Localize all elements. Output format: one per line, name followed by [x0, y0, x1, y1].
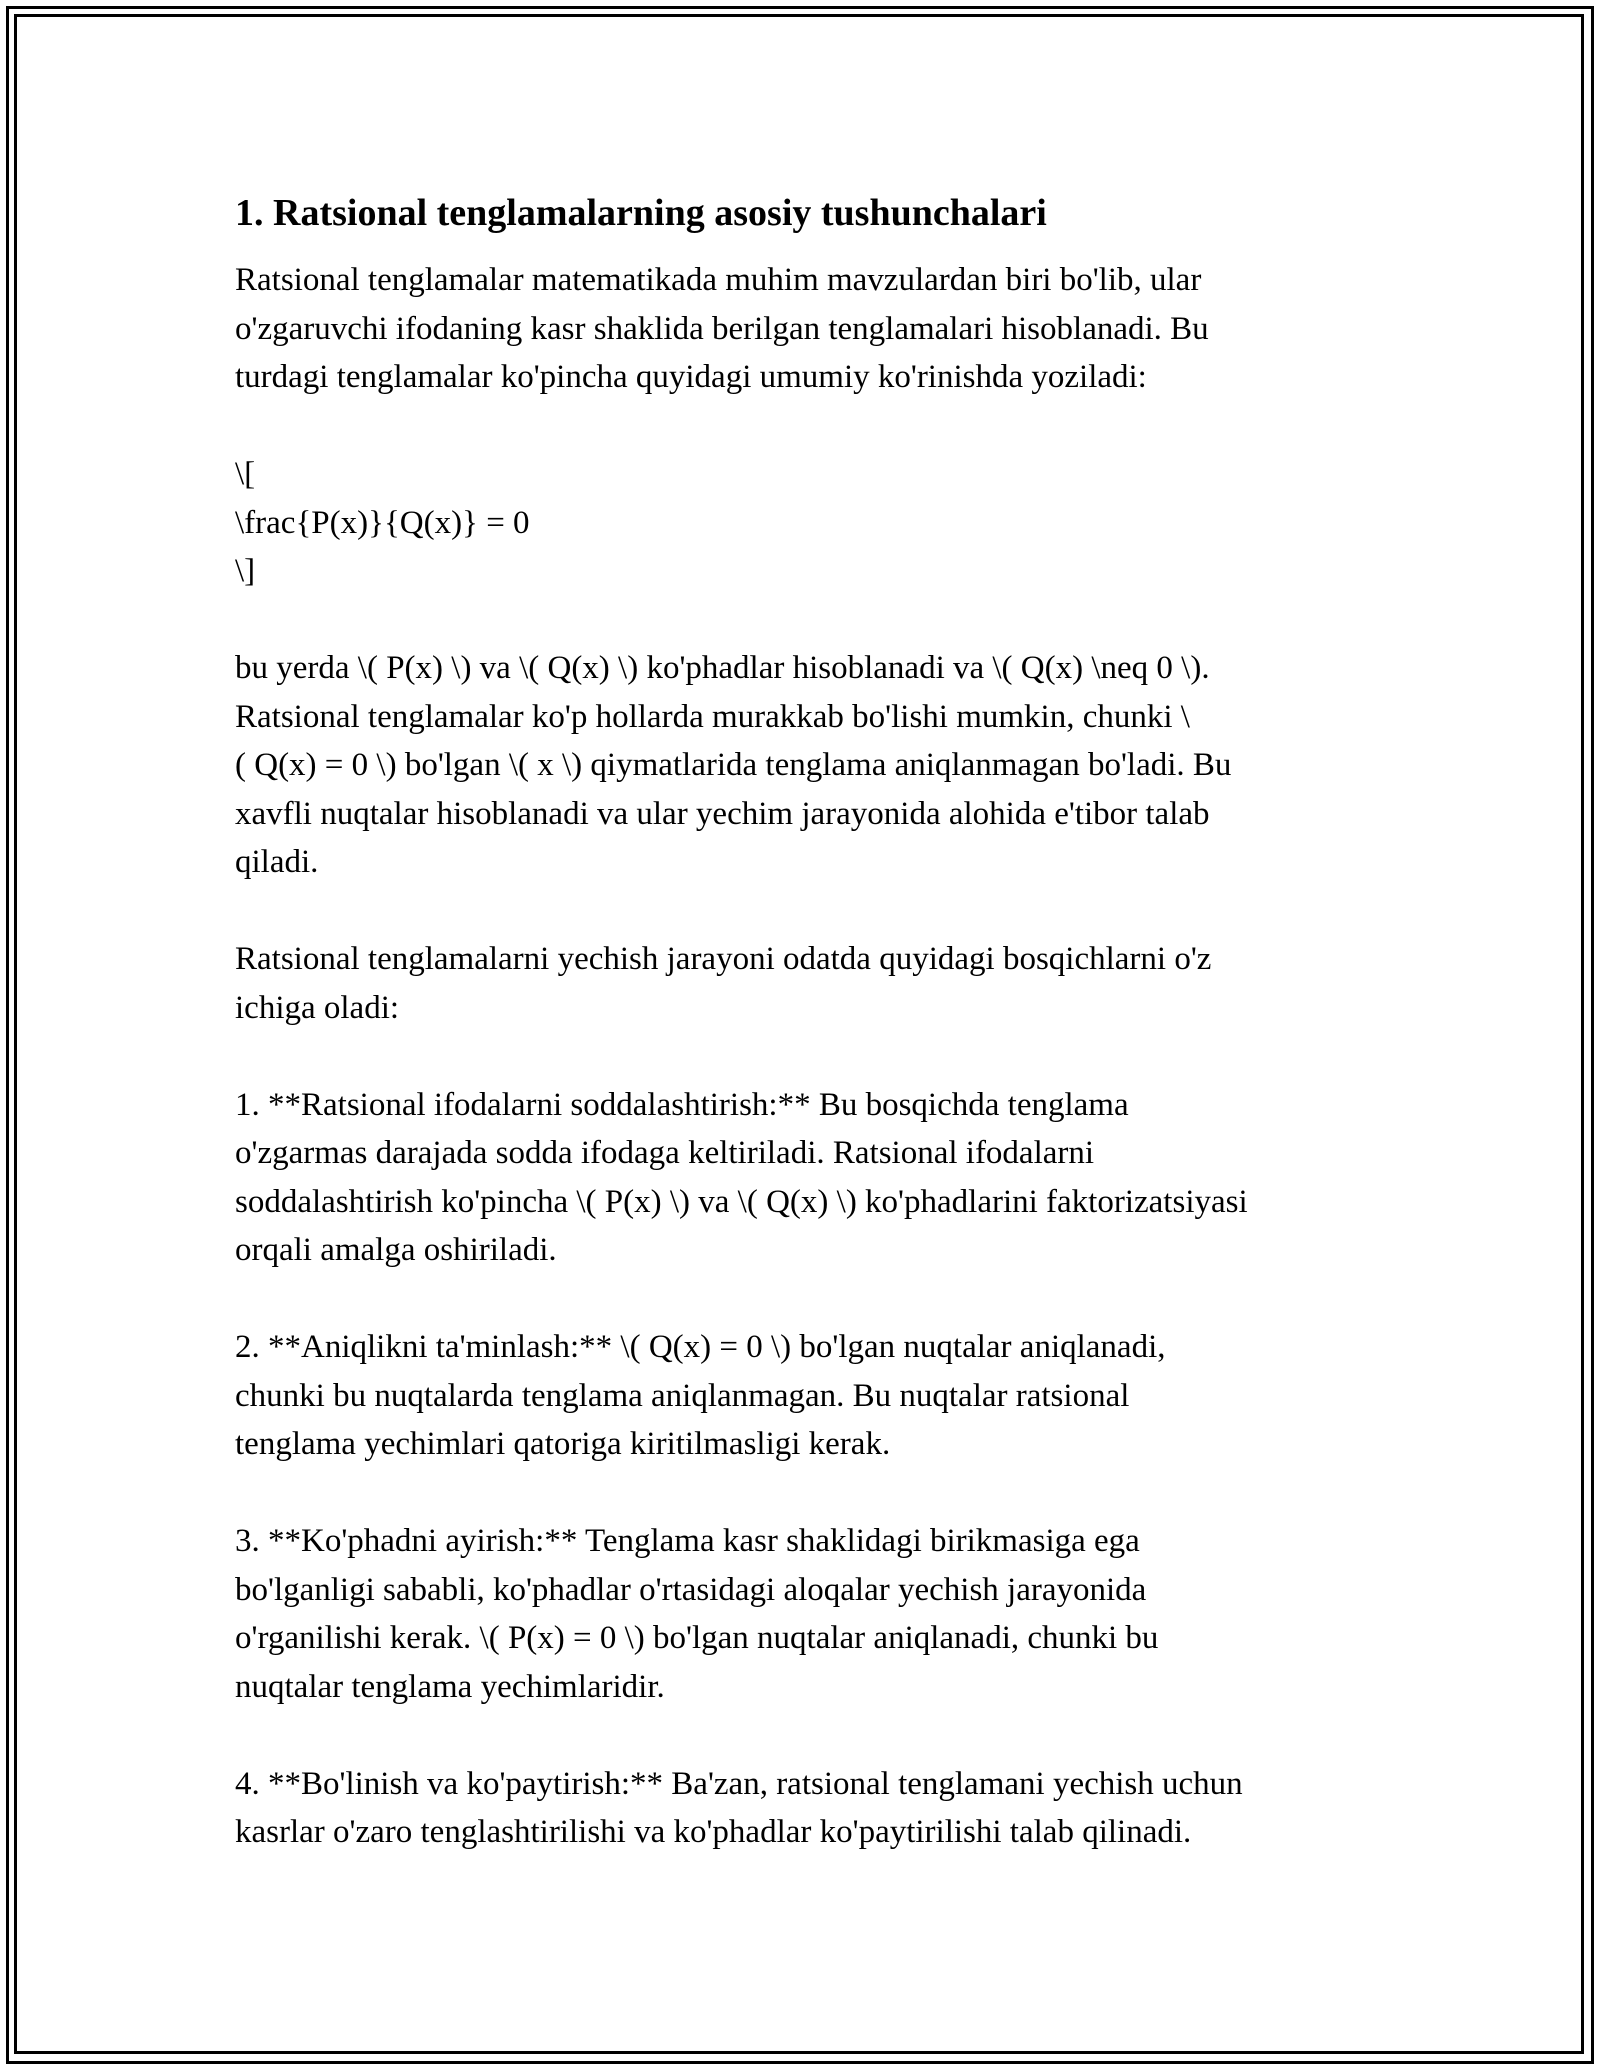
step-4-paragraph: 4. **Bo'linish va ko'paytirish:** Ba'zan, ratsional tenglamani yechish uchun kasrlar o'zaro tenglashtirilishi va ko'phadlar ko'paytirilishi talab qilinadi. — [235, 1765, 1243, 1850]
step-2-paragraph: 2. **Aniqlikni ta'minlash:** \( Q(x) = 0 \) bo'lgan nuqtalar aniqlanadi, chunki bu nuqtalarda tenglama aniqlanmagan. Bu nuqtalar ratsional tenglama yechimlari qatoriga kiritilmasligi kerak. — [235, 1329, 1166, 1462]
steps-intro-paragraph: Ratsional tenglamalarni yechish jarayoni odatda quyidagi bosqichlarni o'z ichiga oladi: — [235, 941, 1212, 1026]
formula-block: \[ \frac{P(x)}{Q(x)} = 0 \] — [235, 456, 530, 589]
document-page — [235, 184, 1375, 1857]
step-1-paragraph: 1. **Ratsional ifodalarni soddalashtirish:** Bu bosqichda tenglama o'zgarmas darajada sodda ifodaga keltiriladi. Ratsional ifodalarni soddalashtirish ko'pincha \( P(x) \) va \( Q(x) \) ko'phadlarini faktorizatsiyasi orqali amalga oshiriladi. — [235, 1086, 1248, 1268]
section-title: 1. Ratsional tenglamalarning asosiy tushunchalari — [235, 192, 1047, 234]
definition-paragraph: bu yerda \( P(x) \) va \( Q(x) \) ko'phadlar hisoblanadi va \( Q(x) \neq 0 \). Ratsional tenglamalar ko'p hollarda murakkab bo'lishi mumkin, chunki \ ( Q(x) = 0 \) bo'lgan \( x \) qiymatlarida tenglama aniqlanmagan bo'ladi. Bu xavfli nuqtalar hisoblanadi va ular yechim jarayonida alohida e'tibor talab qiladi. — [235, 650, 1232, 880]
step-3-paragraph: 3. **Ko'phadni ayirish:** Tenglama kasr shaklidagi birikmasiga ega bo'lganligi sababli, ko'phadlar o'rtasidagi aloqalar yechish jarayonida o'rganilishi kerak. \( P(x) = 0 \) bo'lgan nuqtalar aniqlanadi, chunki bu nuqtalar tenglama yechimlaridir. — [235, 1523, 1159, 1705]
intro-paragraph: Ratsional tenglamalar matematikada muhim mavzulardan biri bo'lib, ular o'zgaruvchi ifodaning kasr shaklida berilgan tenglamalari hisoblanadi. Bu turdagi tenglamalar ko'pincha quyidagi umumiy ko'rinishda yoziladi: — [235, 262, 1209, 395]
